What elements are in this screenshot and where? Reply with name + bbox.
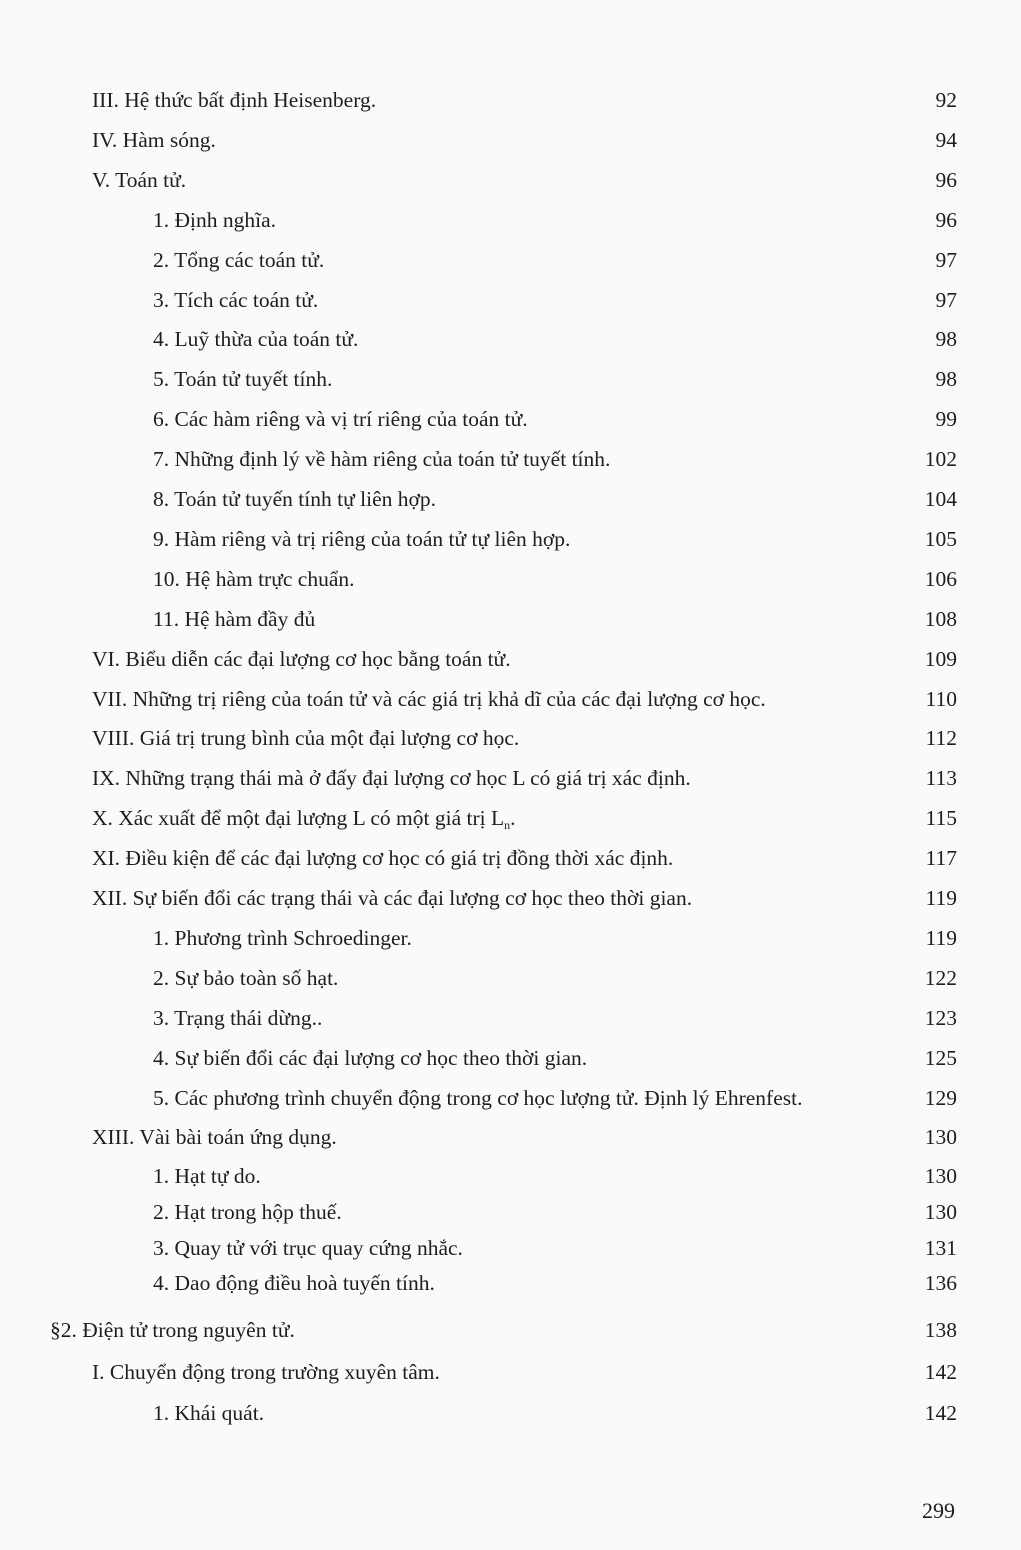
toc-entry: [0, 1398, 1021, 1428]
toc-entry: [0, 364, 1021, 394]
toc-entry-page: 130: [924, 1200, 957, 1224]
toc-entry: [0, 763, 1021, 793]
toc-entry-suffix: .: [510, 806, 516, 831]
toc-entry: [0, 324, 1021, 354]
toc-entry: [0, 1233, 1021, 1263]
toc-entry: [0, 604, 1021, 634]
toc-entry-title: [153, 444, 610, 474]
toc-entry-page: 97: [935, 247, 957, 272]
toc-entry-title: [92, 883, 692, 913]
toc-entry-text: 2. Tổng các toán tử.: [153, 247, 325, 272]
toc-entry-text: 7. Những định lý về hàm riêng của toán tử tuyết tính.: [153, 447, 611, 472]
toc-entry-page: 130: [924, 1164, 957, 1188]
toc-entry-page: 130: [924, 1125, 957, 1149]
toc-entry-text: 5. Các phương trình chuyển động trong cơ học lượng tử. Định lý Ehrenfest.: [153, 1085, 803, 1110]
toc-entry-text: 4. Dao động điều hoà tuyến tính.: [153, 1271, 435, 1295]
toc-entry-title: [153, 923, 412, 953]
toc-entry-title: [92, 723, 519, 753]
toc-entry-title: [92, 763, 691, 793]
toc-entry: [0, 644, 1021, 674]
toc-entry-text: III. Hệ thức bất định Heisenberg.: [92, 88, 377, 112]
toc-entry: [0, 484, 1021, 514]
toc-entry-text: IX. Những trạng thái mà ở đấy đại lượng cơ học L có giá trị xác định.: [92, 766, 691, 791]
toc-entry-page: 112: [925, 726, 957, 751]
toc-entry-title: [153, 604, 315, 634]
toc-entry-page: 96: [935, 207, 957, 232]
toc-entry-page: 131: [924, 1236, 957, 1260]
toc-entry: [0, 843, 1021, 873]
toc-entry-title: [153, 1233, 463, 1263]
toc-entry: [0, 1315, 1021, 1345]
toc-entry-page: 105: [924, 526, 957, 551]
toc-entry-text: 4. Luỹ thừa của toán tử.: [153, 327, 359, 352]
toc-entry-page: 106: [924, 566, 957, 591]
toc-entry-title: [153, 1083, 802, 1113]
toc-entry-text: 1. Định nghĩa.: [153, 207, 277, 232]
toc-entry: [0, 205, 1021, 235]
toc-entry-page: 109: [924, 646, 957, 671]
toc-entry: [0, 564, 1021, 594]
toc-entry: [0, 1357, 1021, 1387]
toc-entry-page: 98: [935, 367, 957, 392]
toc-entry-page: 94: [935, 127, 957, 152]
toc-entry-page: 142: [924, 1401, 957, 1425]
toc-entry: [0, 165, 1021, 195]
toc-entry-page: 113: [925, 766, 957, 791]
toc-entry-page: 142: [924, 1360, 957, 1384]
toc-entry-text: 8. Toán tử tuyến tính tự liên hợp.: [153, 487, 436, 511]
toc-entry-title: [153, 364, 332, 394]
toc-entry-text: 9. Hàm riêng và trị riêng của toán tử tự liên hợp.: [153, 526, 571, 551]
toc-entry-title: [92, 803, 516, 840]
toc-entry-title: [92, 125, 216, 155]
toc-entry: [0, 285, 1021, 315]
toc-entry-page: 108: [924, 606, 957, 631]
toc-entry-title: [153, 205, 276, 235]
toc-entry: [0, 1122, 1021, 1152]
toc-entry-page: 104: [924, 487, 957, 511]
toc-entry-title: [153, 564, 355, 594]
toc-entry-text: VIII. Giá trị trung bình của một đại lượng cơ học.: [92, 726, 520, 751]
toc-entry-title: [92, 1357, 440, 1387]
toc-entry-text: 3. Quay tử với trục quay cứng nhắc.: [153, 1236, 463, 1260]
toc-entry-text: 1. Hạt tự do.: [153, 1164, 261, 1188]
toc-entry-text: 6. Các hàm riêng và vị trí riêng của toán tử.: [153, 407, 528, 432]
page-number: 299: [922, 1498, 955, 1523]
toc-entry-page: 138: [924, 1318, 957, 1342]
toc-entry: [0, 1268, 1021, 1298]
toc-entry: [0, 1197, 1021, 1227]
toc-entry-text: 10. Hệ hàm trực chuẩn.: [153, 566, 355, 591]
toc-entry: [0, 1043, 1021, 1073]
toc-entry: [0, 404, 1021, 434]
toc-entry-text: XII. Sự biến đổi các trạng thái và các đại lượng cơ học theo thời gian.: [92, 886, 693, 910]
toc-entry-title: [92, 684, 766, 714]
toc-entry-page: 125: [924, 1045, 957, 1070]
toc-entry-title: [50, 1315, 295, 1345]
toc-entry-page: 136: [924, 1271, 957, 1295]
toc-entry-text: V. Toán tử.: [92, 167, 187, 192]
toc-entry-text: X. Xác xuất để một đại lượng L có một giá trị L: [92, 806, 505, 831]
toc-entry-text: 1. Phương trình Schroedinger.: [153, 925, 412, 950]
toc-entry-title: [153, 1398, 264, 1428]
subscript: n: [504, 818, 511, 833]
toc-entry-title: [153, 1197, 342, 1227]
toc-entry-page: 119: [925, 886, 957, 910]
toc-entry-title: [153, 1268, 435, 1298]
toc-entry-title: [153, 1003, 322, 1033]
toc-entry-text: I. Chuyển động trong trường xuyên tâm.: [92, 1360, 440, 1384]
toc-entry-page: 99: [935, 407, 957, 432]
toc-entry-page: 129: [924, 1085, 957, 1110]
toc-entry-title: [92, 843, 673, 873]
toc-entry: [0, 1083, 1021, 1113]
toc-entry: [0, 684, 1021, 714]
toc-entry-text: XIII. Vài bài toán ứng dụng.: [92, 1125, 337, 1149]
toc-entry-page: 102: [924, 447, 957, 472]
toc-entry-text: 4. Sự biến đổi các đại lượng cơ học theo thời gian.: [153, 1045, 588, 1070]
toc-entry-text: XI. Điều kiện để các đại lượng cơ học có giá trị đồng thời xác định.: [92, 846, 674, 871]
toc-entry-text: §2. Điện tử trong nguyên tử.: [50, 1318, 295, 1342]
toc-entry-text: VII. Những trị riêng của toán tử và các giá trị khả dĩ của các đại lượng cơ học.: [92, 686, 766, 711]
toc-entry-title: [153, 1161, 261, 1191]
toc-entry-text: 11. Hệ hàm đầy đủ: [153, 606, 316, 631]
toc-entry: [0, 1003, 1021, 1033]
toc-entry-page: 119: [925, 925, 957, 950]
toc-entry-title: [153, 285, 318, 315]
toc-entry-title: [153, 324, 358, 354]
toc-entry: [0, 963, 1021, 993]
toc-entry: [0, 444, 1021, 474]
toc-entry-page: 110: [925, 686, 957, 711]
toc-entry-text: 2. Sự bảo toàn số hạt.: [153, 965, 339, 990]
toc-entry: [0, 524, 1021, 554]
toc-entry: [0, 883, 1021, 913]
toc-entry-title: [92, 1122, 337, 1152]
toc-entry-title: [92, 85, 376, 115]
toc-entry-page: 123: [924, 1005, 957, 1030]
toc-entry-page: 92: [935, 88, 957, 112]
toc-entry-title: [92, 165, 186, 195]
toc-entry-text: 2. Hạt trong hộp thuế.: [153, 1200, 342, 1224]
toc-entry-title: [153, 1043, 587, 1073]
toc-entry-text: 5. Toán tử tuyết tính.: [153, 367, 333, 392]
toc-entry-page: 115: [925, 806, 957, 831]
toc-entry-title: [92, 644, 511, 674]
toc-entry-page: 97: [935, 287, 957, 312]
toc-entry-text: 1. Khái quát.: [153, 1401, 265, 1425]
toc-entry-text: IV. Hàm sóng.: [92, 127, 216, 152]
toc-entry-text: 3. Trạng thái dừng..: [153, 1005, 323, 1030]
toc-entry-title: [153, 404, 528, 434]
toc-entry-page: 122: [924, 965, 957, 990]
toc-entry-title: [153, 524, 570, 554]
toc-entry: [0, 245, 1021, 275]
toc-entry-page: 117: [925, 846, 957, 871]
toc-entry-text: 3. Tích các toán tử.: [153, 287, 319, 312]
toc-entry: [0, 85, 1021, 115]
toc-entry: [0, 923, 1021, 953]
toc-entry: [0, 723, 1021, 753]
toc-entry: [0, 125, 1021, 155]
toc-entry-title: [153, 963, 338, 993]
toc-entry-title: [153, 484, 436, 514]
toc-entry-page: 96: [935, 167, 957, 192]
toc-entry-text: VI. Biểu diễn các đại lượng cơ học bằng toán tử.: [92, 646, 511, 671]
toc-entry-title: [153, 245, 324, 275]
toc-entry-page: 98: [935, 327, 957, 352]
toc-entry: [0, 803, 1021, 833]
toc-entry: [0, 1161, 1021, 1191]
